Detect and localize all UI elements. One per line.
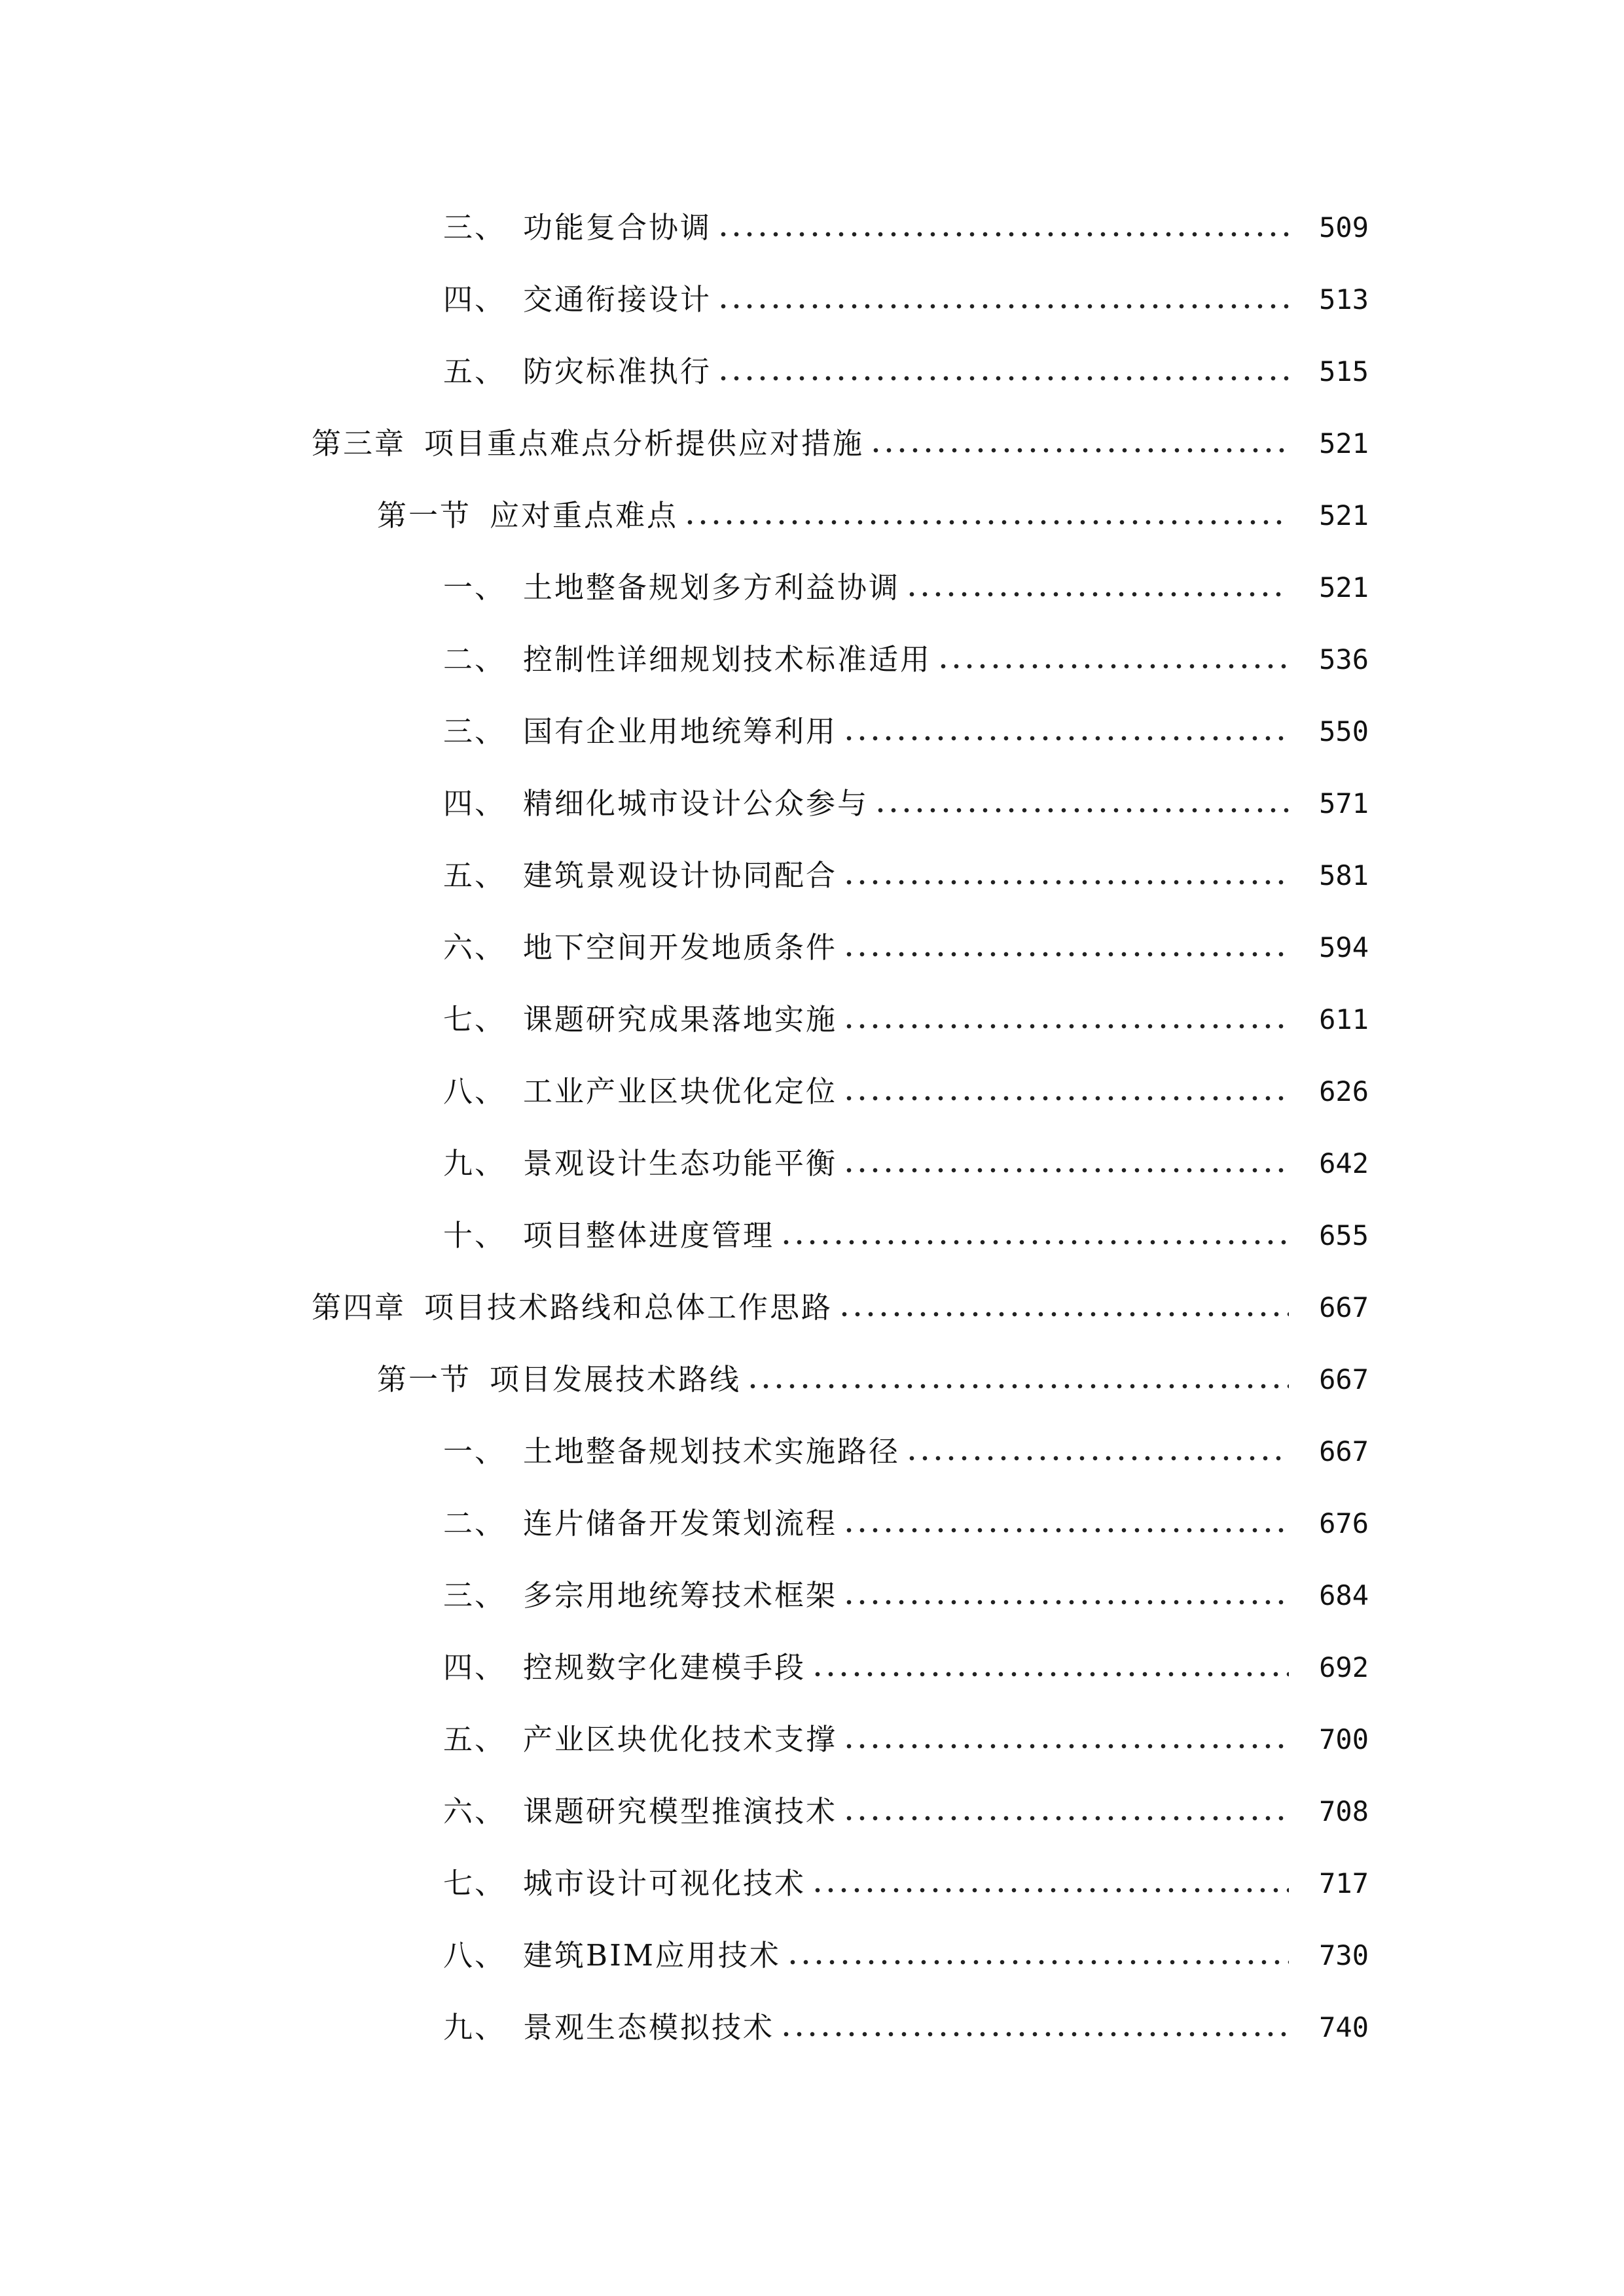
toc-page-number: 667 [1319,1363,1369,1395]
toc-item-entry[interactable] [0,1138,1624,1190]
toc-page-number: 611 [1319,1003,1369,1035]
toc-item-entry[interactable] [0,994,1624,1046]
toc-page-number: 513 [1319,283,1369,315]
toc-page-number: 708 [1319,1795,1369,1827]
toc-entry-number: 七、 [443,1866,507,1901]
toc-dot-leader [842,1498,1289,1550]
toc-entry-number: 四、 [443,786,507,821]
toc-entry-number: 三、 [443,210,507,245]
toc-entry-title: 功能复合协调 [523,210,712,245]
toc-page-number: 642 [1319,1147,1369,1179]
toc-item-entry[interactable] [0,1498,1624,1550]
toc-dot-leader [842,1066,1289,1118]
toc-chapter-entry[interactable] [0,418,1624,470]
toc-item-entry[interactable] [0,634,1624,686]
toc-page-number: 692 [1319,1651,1369,1683]
toc-page-number: 684 [1319,1579,1369,1611]
toc-item-entry[interactable] [0,850,1624,902]
toc-page-number: 730 [1319,1939,1369,1971]
toc-dot-leader [842,994,1289,1046]
toc-page-number: 626 [1319,1075,1369,1107]
toc-entry-number: 二、 [443,1506,507,1541]
toc-item-entry[interactable] [0,1713,1624,1766]
toc-page-number: 655 [1319,1219,1369,1251]
toc-entry-number: 六、 [443,930,507,965]
toc-entry-number: 八、 [443,1938,507,1973]
toc-dot-leader [786,1929,1289,1982]
toc-dot-leader [717,202,1289,254]
toc-dot-leader [811,1641,1289,1694]
toc-dot-leader [717,346,1289,398]
toc-page-number: 571 [1319,787,1369,819]
toc-page-number: 521 [1319,427,1369,459]
toc-dot-leader [780,1210,1289,1262]
toc-entry-title: 地下空间开发地质条件 [523,930,838,965]
toc-entry-title: 交通衔接设计 [523,282,712,317]
toc-entry-number: 一、 [443,1434,507,1469]
toc-entry-title: 课题研究成果落地实施 [523,1002,838,1037]
toc-dot-leader [842,1785,1289,1838]
toc-page-number: 550 [1319,715,1369,747]
toc-item-entry[interactable] [0,1785,1624,1838]
toc-entry-title: 应对重点难点 [490,498,679,533]
toc-item-entry[interactable] [0,2001,1624,2054]
toc-entry-title: 景观生态模拟技术 [523,2010,775,2045]
toc-item-entry[interactable] [0,562,1624,614]
toc-item-entry[interactable] [0,1426,1624,1478]
toc-entry-title: 城市设计可视化技术 [523,1866,806,1901]
toc-entry-title: 土地整备规划多方利益协调 [523,570,901,605]
toc-page-number: 667 [1319,1435,1369,1467]
toc-page-number: 667 [1319,1291,1369,1323]
toc-dot-leader [937,634,1289,686]
toc-entry-number: 一、 [443,570,507,605]
toc-item-entry[interactable] [0,1929,1624,1982]
toc-entry-title: 连片储备开发策划流程 [523,1506,838,1541]
toc-page-number: 515 [1319,355,1369,387]
toc-page-number: 740 [1319,2011,1369,2043]
toc-dot-leader [683,490,1289,542]
toc-entry-title: 精细化城市设计公众参与 [523,786,869,821]
toc-entry-number: 第一节 [377,1362,472,1397]
toc-dot-leader [746,1354,1289,1406]
toc-item-entry[interactable] [0,202,1624,254]
toc-page-number: 581 [1319,859,1369,891]
toc-page-number: 521 [1319,571,1369,603]
toc-entry-number: 第三章 [312,426,406,461]
toc-item-entry[interactable] [0,1210,1624,1262]
toc-dot-leader [842,1138,1289,1190]
toc-entry-number: 四、 [443,282,507,317]
toc-entry-title: 国有企业用地统筹利用 [523,714,838,749]
toc-page-number: 509 [1319,211,1369,243]
toc-entry-title: 产业区块优化技术支撑 [523,1722,838,1757]
toc-entry-number: 五、 [443,858,507,893]
toc-page-number: 676 [1319,1507,1369,1539]
toc-entry-number: 七、 [443,1002,507,1037]
toc-item-entry[interactable] [0,922,1624,974]
toc-dot-leader [869,418,1289,470]
toc-chapter-entry[interactable] [0,1282,1624,1334]
toc-dot-leader [874,778,1289,830]
toc-entry-number: 九、 [443,1146,507,1181]
toc-item-entry[interactable] [0,1857,1624,1910]
toc-dot-leader [811,1857,1289,1910]
toc-entry-title: 景观设计生态功能平衡 [523,1146,838,1181]
toc-item-entry[interactable] [0,1066,1624,1118]
toc-dot-leader [842,1713,1289,1766]
toc-entry-number: 三、 [443,714,507,749]
toc-dot-leader [842,922,1289,974]
toc-entry-title: 多宗用地统筹技术框架 [523,1578,838,1613]
toc-dot-leader [717,274,1289,326]
toc-entry-title: 项目重点难点分析提供应对措施 [424,426,865,461]
toc-entry-title: 土地整备规划技术实施路径 [523,1434,901,1469]
toc-entry-number: 五、 [443,1722,507,1757]
toc-entry-title: 项目技术路线和总体工作思路 [424,1290,833,1325]
toc-entry-title: 建筑景观设计协同配合 [523,858,838,893]
toc-item-entry[interactable] [0,346,1624,398]
toc-entry-title: 项目发展技术路线 [490,1362,742,1397]
toc-section-entry[interactable] [0,490,1624,542]
toc-entry-number: 第四章 [312,1290,406,1325]
toc-item-entry[interactable] [0,706,1624,758]
toc-page-number: 536 [1319,643,1369,675]
toc-item-entry[interactable] [0,1570,1624,1622]
toc-entry-number: 九、 [443,2010,507,2045]
toc-entry-title: 防灾标准执行 [523,354,712,389]
toc-entry-title: 项目整体进度管理 [523,1218,775,1253]
toc-page-number: 594 [1319,931,1369,963]
toc-dot-leader [905,562,1289,614]
toc-entry-number: 八、 [443,1074,507,1109]
toc-entry-number: 五、 [443,354,507,389]
toc-page-number: 521 [1319,499,1369,531]
toc-dot-leader [838,1282,1289,1334]
toc-entry-number: 六、 [443,1794,507,1829]
toc-entry-title: 控制性详细规划技术标准适用 [523,642,932,677]
toc-entry-number: 三、 [443,1578,507,1613]
toc-dot-leader [842,1570,1289,1622]
toc-dot-leader [780,2001,1289,2054]
toc-entry-number: 四、 [443,1650,507,1685]
toc-dot-leader [842,706,1289,758]
toc-section-entry[interactable] [0,1354,1624,1406]
toc-entry-number: 十、 [443,1218,507,1253]
toc-item-entry[interactable] [0,274,1624,326]
toc-entry-title: 建筑BIM应用技术 [523,1938,781,1973]
toc-entry-title: 控规数字化建模手段 [523,1650,806,1685]
toc-item-entry[interactable] [0,778,1624,830]
toc-page-number: 717 [1319,1867,1369,1899]
toc-dot-leader [842,850,1289,902]
toc-entry-number: 二、 [443,642,507,677]
toc-entry-title: 工业产业区块优化定位 [523,1074,838,1109]
toc-entry-title: 课题研究模型推演技术 [523,1794,838,1829]
toc-page-number: 700 [1319,1723,1369,1755]
toc-entry-number: 第一节 [377,498,472,533]
toc-item-entry[interactable] [0,1641,1624,1694]
toc-dot-leader [905,1426,1289,1478]
